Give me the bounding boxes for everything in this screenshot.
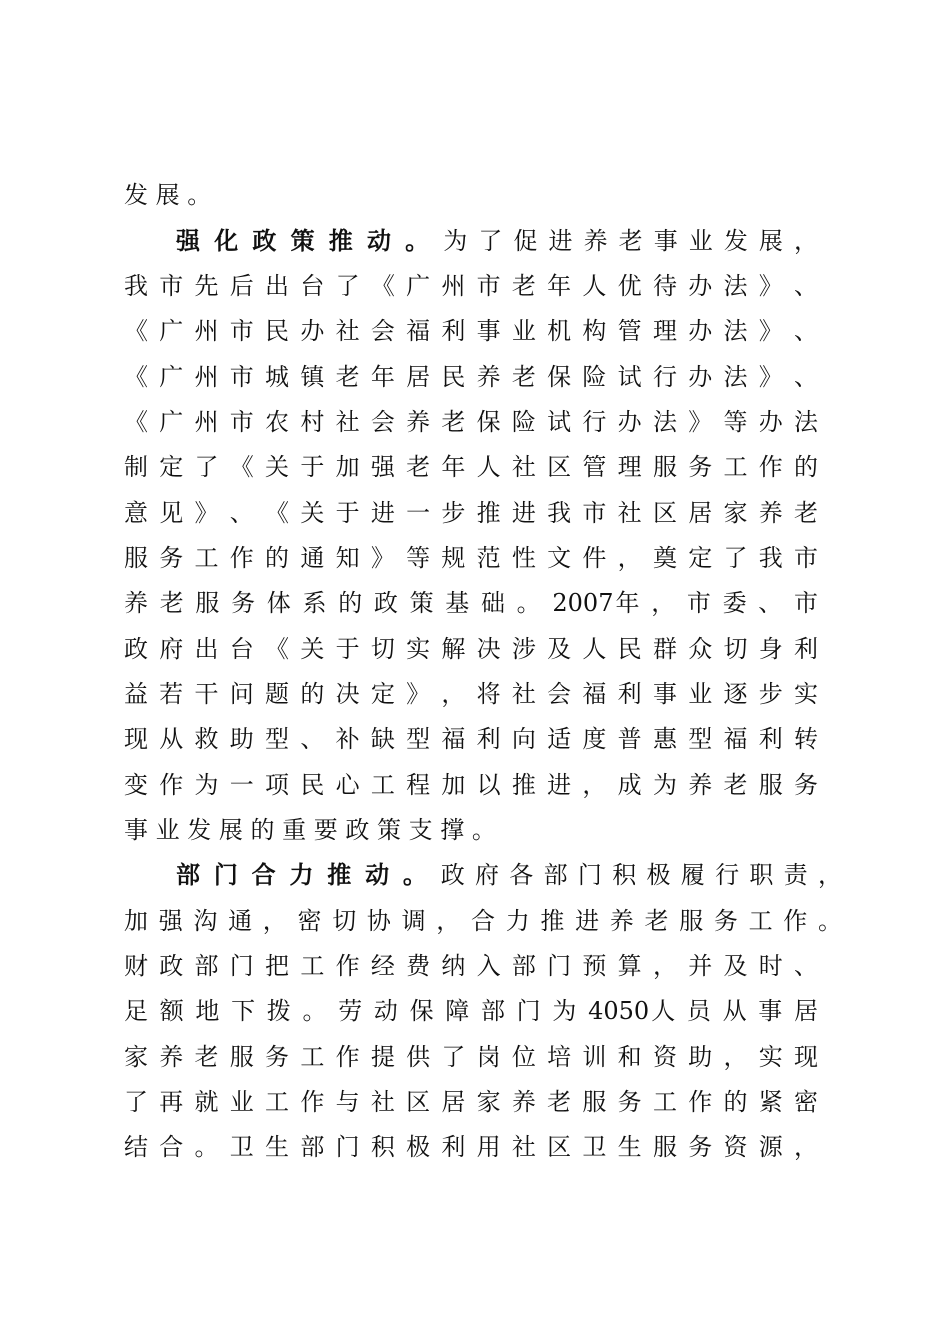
text-line [124,583,818,623]
line-text: 意 见 》 、 《 关 于 进 一 步 推 进 我 市 社 区 居 家 养 老 [124,499,818,527]
text-line [124,901,842,941]
heading-departments: 部门合力推动。 [176,860,441,889]
line-text: 家 养 老 服 务 工 作 提 供 了 岗 位 培 训 和 资 助 ， 实 现 [124,1043,818,1071]
line-text: 发 展 。 [124,181,212,209]
paragraph-start-policy [176,221,818,261]
line-text: 政 府 各 部 门 积 极 履 行 职 责 ， [440,861,842,889]
line-text: 现 从 救 助 型 、 补 缺 型 福 利 向 适 度 普 惠 型 福 利 转 [124,725,818,753]
text-line [124,175,211,215]
text-line [124,674,818,714]
text-line [124,991,818,1031]
line-text: 结 合 。 卫 生 部 门 积 极 利 用 社 区 卫 生 服 务 资 源 ， [124,1133,818,1161]
line-text: 政 府 出 台 《 关 于 切 实 解 决 涉 及 人 民 群 众 切 身 利 [124,635,818,663]
line-text: 制 定 了 《 关 于 加 强 老 年 人 社 区 管 理 服 务 工 作 的 [124,453,818,481]
text-line [124,629,818,669]
line-text: 我 市 先 后 出 台 了 《 广 州 市 老 年 人 优 待 办 法 》 、 [124,272,818,300]
text-line [124,1082,818,1122]
line-text: 事 业 发 展 的 重 要 政 策 支 撑 。 [124,816,496,844]
text-line [124,946,818,986]
line-text: 益 若 干 问 题 的 决 定 》 ， 将 社 会 福 利 事 业 逐 步 实 [124,680,818,708]
line-text: 加 强 沟 通 ， 密 切 协 调 ， 合 力 推 进 养 老 服 务 工 作 。 [124,907,842,935]
text-line [124,447,818,487]
text-line [124,266,818,306]
text-line [124,493,818,533]
text-line [124,1127,818,1167]
line-text: 了 再 就 业 工 作 与 社 区 居 家 养 老 服 务 工 作 的 紧 密 [124,1088,818,1116]
text-line [124,1037,818,1077]
paragraph-start-departments [176,855,842,895]
text-line [124,402,818,442]
line-text: 足 额 地 下 拨 。 劳 动 保 障 部 门 为 4050人 员 从 事 居 [124,997,818,1025]
heading-policy: 强化政策推动。 [176,226,444,255]
line-text: 变 作 为 一 项 民 心 工 程 加 以 推 进 ， 成 为 养 老 服 务 [124,771,818,799]
text-line [124,765,818,805]
line-text: 《 广 州 市 民 办 社 会 福 利 事 业 机 构 管 理 办 法 》 、 [124,317,818,345]
line-text: 服 务 工 作 的 通 知 》 等 规 范 性 文 件 ， 奠 定 了 我 市 [124,544,818,572]
line-text: 《 广 州 市 城 镇 老 年 居 民 养 老 保 险 试 行 办 法 》 、 [124,363,818,391]
text-line [124,810,496,850]
text-line [124,311,818,351]
text-line [124,538,818,578]
line-text: 养 老 服 务 体 系 的 政 策 基 础 。 2007年 ， 市 委 、 市 [124,589,818,617]
line-text: 为 了 促 进 养 老 事 业 发 展 ， [443,227,818,255]
text-line [124,357,818,397]
line-text: 《 广 州 市 农 村 社 会 养 老 保 险 试 行 办 法 》 等 办 法 [124,408,818,436]
line-text: 财 政 部 门 把 工 作 经 费 纳 入 部 门 预 算 ， 并 及 时 、 [124,952,818,980]
text-line [124,719,818,759]
